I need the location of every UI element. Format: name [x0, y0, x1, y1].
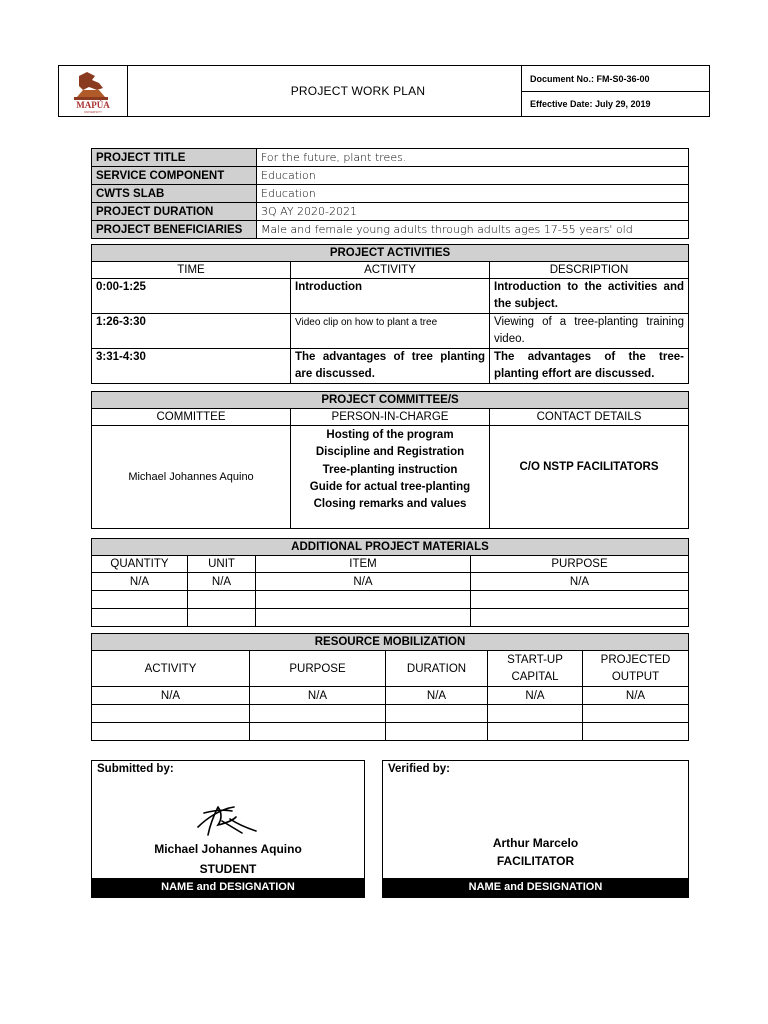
activity-description: Viewing of a tree-planting training video. [490, 314, 689, 349]
service-component-label: SERVICE COMPONENT [92, 167, 257, 185]
table-cell [92, 723, 250, 741]
svg-text:UNIVERSITY: UNIVERSITY [83, 110, 103, 114]
project-beneficiaries-value: Male and female young adults through adults ages 17-55 years' old [257, 221, 689, 239]
table-row [92, 723, 689, 741]
activity-time: 0:00-1:25 [92, 279, 291, 314]
column-header: CONTACT DETAILS [490, 409, 689, 426]
cwts-slab-label: CWTS SLAB [92, 185, 257, 203]
cwts-slab-value: Education [257, 185, 689, 203]
submitted-by-label: Submitted by: [97, 763, 174, 775]
table-cell [92, 609, 188, 627]
column-header: ITEM [256, 556, 471, 573]
table-cell [386, 705, 488, 723]
table-row [92, 349, 689, 384]
document-number: Document No.: FM-S0-36-00 [530, 73, 650, 84]
submitted-name: Michael Johannes Aquino [154, 842, 302, 856]
table-cell: N/A [386, 687, 488, 705]
submitted-role: STUDENT [199, 862, 257, 876]
table-cell [471, 591, 689, 609]
table-cell [250, 723, 386, 741]
verified-role: FACILITATOR [496, 854, 575, 868]
document-info [521, 66, 710, 116]
table-cell: N/A [92, 573, 188, 591]
column-header: COMMITTEE [92, 409, 291, 426]
verified-by-box [382, 760, 689, 898]
table-row [92, 149, 689, 167]
table-row [92, 426, 689, 529]
section-heading: PROJECT COMMITTEE/S [92, 392, 689, 409]
project-duration-value: 3Q AY 2020-2021 [257, 203, 689, 221]
person-in-charge [291, 426, 490, 529]
activity-name: Video clip on how to plant a tree [291, 314, 490, 349]
activity-description: Introduction to the activities and the subject. [490, 279, 689, 314]
table-cell [583, 723, 689, 741]
table-cell: N/A [256, 573, 471, 591]
section-heading: PROJECT ACTIVITIES [92, 245, 689, 262]
table-row [92, 687, 689, 705]
column-header: PURPOSE [250, 651, 386, 687]
table-cell [488, 723, 583, 741]
activity-description: The advantages of the tree-planting effort are discussed. [490, 349, 689, 384]
table-cell: N/A [488, 687, 583, 705]
additional-materials-table [91, 538, 689, 627]
table-cell [92, 591, 188, 609]
table-cell: N/A [583, 687, 689, 705]
column-header: DURATION [386, 651, 488, 687]
column-header: ACTIVITY [291, 262, 490, 279]
submitted-by-box [91, 760, 365, 898]
table-row [92, 314, 689, 349]
table-row [92, 591, 689, 609]
contact-details: C/O NSTP FACILITATORS [490, 426, 689, 529]
verified-name: Arthur Marcelo [492, 836, 579, 850]
column-header: DESCRIPTION [490, 262, 689, 279]
column-header: ACTIVITY [92, 651, 250, 687]
verified-by-label: Verified by: [388, 763, 450, 775]
table-row [92, 185, 689, 203]
table-cell [583, 705, 689, 723]
table-cell [188, 609, 256, 627]
column-header: QUANTITY [92, 556, 188, 573]
table-cell: N/A [188, 573, 256, 591]
table-row [92, 279, 689, 314]
table-row [92, 203, 689, 221]
duty-item: Hosting of the program [326, 429, 454, 441]
name-designation-bar: NAME and DESIGNATION [383, 878, 688, 897]
duty-item: Guide for actual tree-planting [309, 480, 471, 493]
service-component-value: Education [257, 167, 689, 185]
resource-mobilization-table [91, 633, 689, 741]
svg-text:MAPÚA: MAPÚA [76, 100, 110, 110]
activity-name: Introduction [291, 279, 490, 314]
name-designation-bar: NAME and DESIGNATION [92, 878, 364, 897]
table-cell [471, 609, 689, 627]
document-title: PROJECT WORK PLAN [290, 84, 426, 98]
table-row [92, 609, 689, 627]
section-heading: RESOURCE MOBILIZATION [92, 634, 689, 651]
table-cell: N/A [471, 573, 689, 591]
project-beneficiaries-label: PROJECT BENEFICIARIES [92, 221, 257, 239]
activity-time: 3:31-4:30 [92, 349, 291, 384]
section-heading: ADDITIONAL PROJECT MATERIALS [92, 539, 689, 556]
table-row [92, 705, 689, 723]
column-header: PERSON-IN-CHARGE [291, 409, 490, 426]
table-cell [488, 705, 583, 723]
column-header: UNIT [188, 556, 256, 573]
table-cell: N/A [250, 687, 386, 705]
project-duration-label: PROJECT DURATION [92, 203, 257, 221]
project-info-table [91, 148, 689, 239]
effective-date: Effective Date: July 29, 2019 [522, 91, 710, 116]
column-header: TIME [92, 262, 291, 279]
duty-item: Closing remarks and values [313, 498, 467, 511]
committee-name: Michael Johannes Aquino [92, 426, 291, 529]
table-cell: N/A [92, 687, 250, 705]
table-cell [256, 609, 471, 627]
column-header: PURPOSE [471, 556, 689, 573]
logo-cell [59, 66, 128, 116]
project-committee-table [91, 391, 689, 529]
table-row [92, 573, 689, 591]
table-cell [250, 705, 386, 723]
project-title-value: For the future, plant trees. [257, 149, 689, 167]
table-row [92, 221, 689, 239]
duty-item: Discipline and Registration [315, 446, 465, 459]
table-row [92, 167, 689, 185]
document-header [58, 65, 710, 117]
project-activities-table [91, 244, 689, 384]
column-header: PROJECTED OUTPUT [583, 651, 689, 687]
table-cell [256, 591, 471, 609]
column-header: START-UP CAPITAL [488, 651, 583, 687]
duty-item: Tree-planting instruction [322, 463, 458, 476]
activity-name: The advantages of tree planting are discussed. [291, 349, 490, 384]
table-cell [386, 723, 488, 741]
signature-icon [192, 799, 264, 841]
table-cell [188, 591, 256, 609]
project-title-label: PROJECT TITLE [92, 149, 257, 167]
mapua-logo-icon [59, 66, 127, 116]
table-cell [92, 705, 250, 723]
activity-time: 1:26-3:30 [92, 314, 291, 349]
